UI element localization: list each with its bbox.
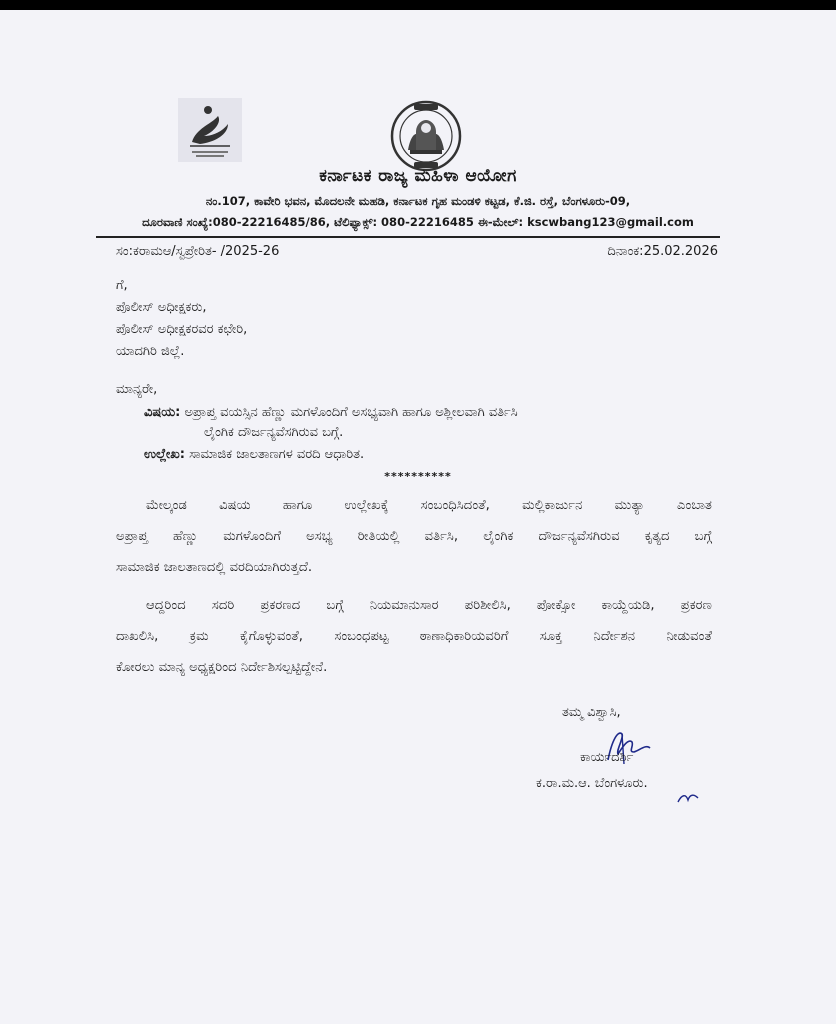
women-commission-logo-icon	[178, 98, 242, 162]
reference-line	[144, 447, 364, 462]
closing-phrase: ತಮ್ಮ ವಿಶ್ವಾಸಿ,	[562, 705, 621, 720]
subject-line-1	[144, 405, 518, 420]
top-black-bar	[0, 0, 836, 10]
header-divider	[96, 236, 720, 238]
signature-flourish-icon	[676, 788, 700, 808]
paragraph-1-line-2: ಅಪ್ರಾಪ್ತ ಹೆಣ್ಣು ಮಗಳೊಂದಿಗೆ ಅಸಭ್ಯ ರೀತಿಯಲ್ಲಿ ವರ್ತಿಸಿ, ಲೈಂಗಿಕ ದೌರ್ಜನ್ಯವೆಸಗಿರುವ ಕೃತ್ಯದ ಬಗ್ಗೆ	[116, 529, 712, 544]
paragraph-2-line-2: ದಾಖಲಿಸಿ, ಕ್ರಮ ಕೈಗೊಳ್ಳುವಂತೆ, ಸಂಬಂಧಪಟ್ಟ ಠಾಣಾಧಿಕಾರಿಯವರಿಗೆ ಸೂಕ್ತ ನಿರ್ದೇಶನ ನೀಡುವಂತೆ	[116, 629, 712, 644]
signatory-designation: ಕಾರ್ಯದರ್ಶಿ	[580, 750, 634, 765]
subject-text-1: ಅಪ್ರಾಪ್ತ ವಯಸ್ಸಿನ ಹೆಣ್ಣು ಮಗಳೊಂದಿಗೆ ಅಸಭ್ಯವಾಗಿ ಹಾಗೂ ಅಶ್ಲೀಲವಾಗಿ ವರ್ತಿಸಿ	[180, 405, 518, 420]
recipient-line-2: ಪೊಲೀಸ್ ಅಧೀಕ್ಷಕರವರ ಕಛೇರಿ,	[116, 322, 248, 337]
paragraph-2-line-1: ಆದ್ದರಿಂದ ಸದರಿ ಪ್ರಕರಣದ ಬಗ್ಗೆ ನಿಯಮಾನುಸಾರ ಪರಿಶೀಲಿಸಿ, ಪೋಕ್ಸೋ ಕಾಯ್ದೆಯಡಿ, ಪ್ರಕರಣ	[146, 598, 712, 613]
organization-address: ನಂ.107, ಕಾವೇರಿ ಭವನ, ಮೊದಲನೇ ಮಹಡಿ, ಕರ್ನಾಟಕ ಗೃಹ ಮಂಡಳಿ ಕಟ್ಟಡ, ಕೆ.ಜಿ. ರಸ್ತೆ, ಬೆಂಗಳೂರು-09,	[205, 194, 631, 208]
karnataka-state-emblem-icon	[388, 98, 464, 174]
paragraph-2-line-3: ಕೋರಲು ಮಾನ್ಯ ಅಧ್ಯಕ್ಷರಿಂದ ನಿರ್ದೇಶಿಸಲ್ಪಟ್ಟಿದ್ದೇನೆ.	[116, 660, 328, 675]
letter-date: ದಿನಾಂಕ:25.02.2026	[607, 244, 718, 259]
recipient-to: ಗೆ,	[116, 278, 128, 293]
letter-page	[0, 10, 836, 1024]
paragraph-1-line-1: ಮೇಲ್ಕಂಡ ವಿಷಯ ಹಾಗೂ ಉಲ್ಲೇಖಕ್ಕೆ ಸಂಬಂಧಿಸಿದಂತೆ, ಮಲ್ಲಿಕಾರ್ಜುನ ಮುತ್ಯಾ ಎಂಬಾತ	[146, 498, 712, 513]
reference-text: ಸಾಮಾಜಿಕ ಜಾಲತಾಣಗಳ ವರದಿ ಆಧಾರಿತ.	[184, 447, 365, 462]
salutation: ಮಾನ್ಯರೇ,	[116, 382, 158, 397]
recipient-line-1: ಪೊಲೀಸ್ ಅಧೀಕ್ಷಕರು,	[116, 300, 207, 315]
signatory-organization: ಕ.ರಾ.ಮ.ಆ. ಬೆಂಗಳೂರು.	[536, 776, 648, 791]
subject-line-2: ಲೈಂಗಿಕ ದೌರ್ಜನ್ಯವೆಸಗಿರುವ ಬಗ್ಗೆ.	[204, 425, 344, 440]
reference-label: ಉಲ್ಲೇಖ:	[144, 447, 185, 462]
subject-label: ವಿಷಯ:	[144, 405, 181, 420]
organization-title: ಕರ್ನಾಟಕ ರಾಜ್ಯ ಮಹಿಳಾ ಆಯೋಗ	[319, 166, 517, 186]
recipient-line-3: ಯಾದಗಿರಿ ಜಿಲ್ಲೆ.	[116, 344, 185, 359]
body-paragraph-2	[116, 590, 712, 683]
paragraph-1-line-3: ಸಾಮಾಜಿಕ ಜಾಲತಾಣದಲ್ಲಿ ವರದಿಯಾಗಿರುತ್ತದೆ.	[116, 560, 313, 575]
reference-number: ಸಂ:ಕರಾಮಆ/ಸ್ವಪ್ರೇರಿತ- /2025-26	[116, 244, 280, 259]
body-paragraph-1	[116, 490, 712, 583]
organization-contact: ದೂರವಾಣಿ ಸಂಖ್ಯೆ:080-22216485/86, ಟೆಲಿಫ್ಯಾಕ್ಸ್: 080-22216485 ಈ-ಮೇಲ್: kscwbang123@gmail.com	[142, 215, 694, 229]
section-separator: **********	[384, 470, 452, 483]
